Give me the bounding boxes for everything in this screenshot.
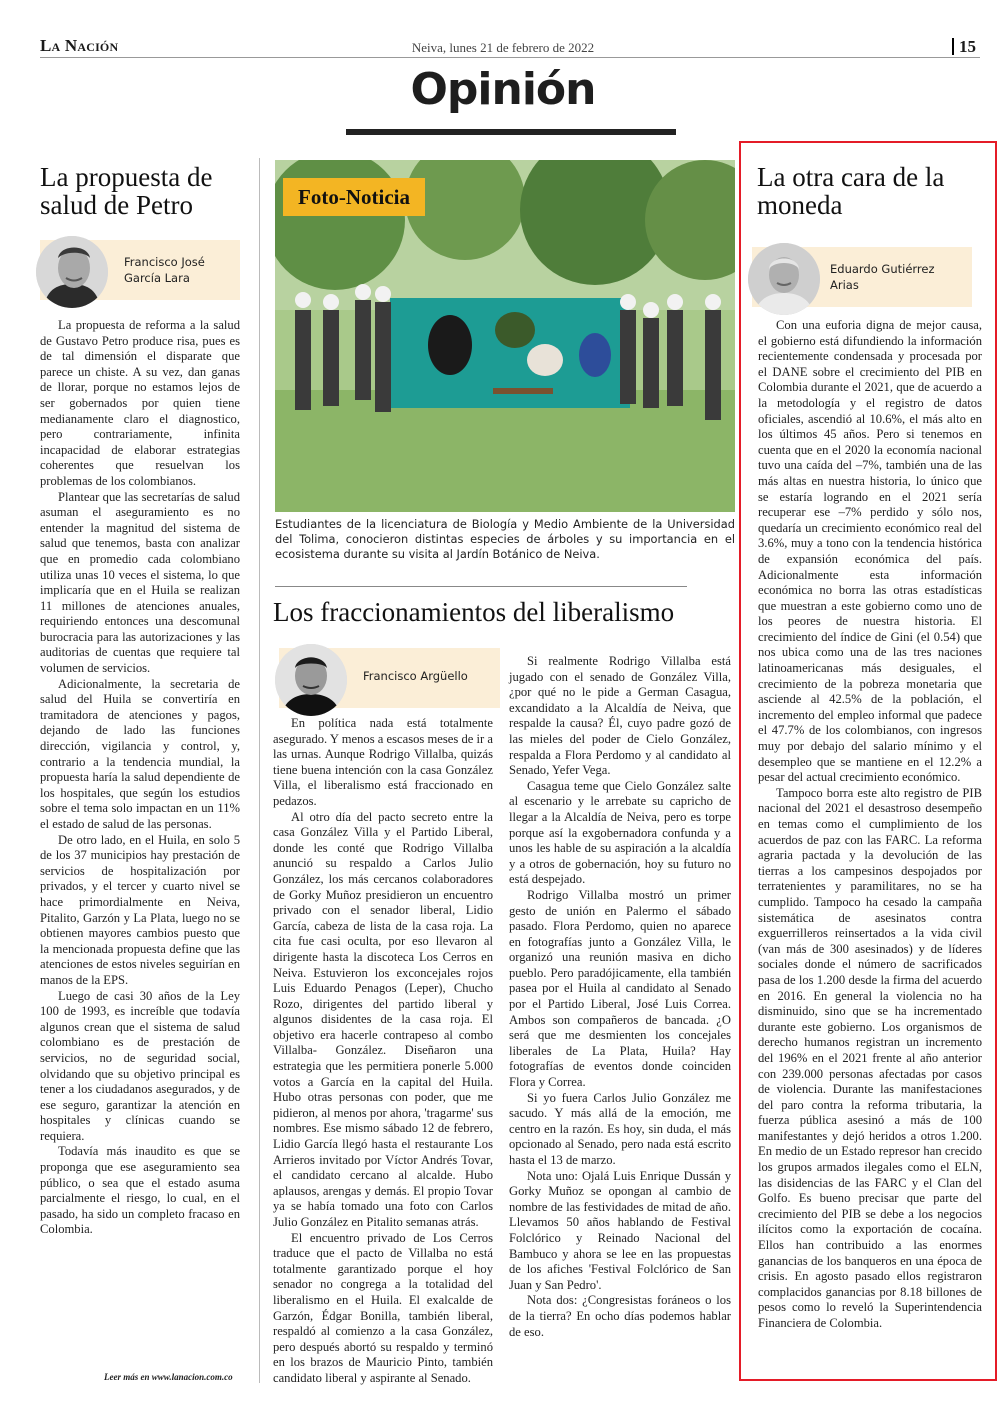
- paragraph: Plantear que las secretarías de salud asuman el aseguramiento es no entender la magnitud del sistema de salud que tenemos, basta con analizar que en promedio cada colombiano utiliza unas 10 veces el sistema, lo que implicaría que en el Huila se realizan 11 millones de atenciones anuales, requiriendo entonces una descomunal burocracia para las autorizaciones y las auditorias de cuentas que requiere tal volumen de servicios.: [40, 489, 240, 676]
- section-divider: [275, 586, 687, 587]
- photo-news-tag: Foto-Noticia: [283, 178, 425, 216]
- middle-article-author: Francisco Argüello: [363, 669, 468, 683]
- right-article-body: [758, 318, 982, 1332]
- right-article-author: Eduardo Gutiérrez Arias: [830, 262, 935, 292]
- author-avatar: [748, 243, 820, 315]
- right-article-byline: [752, 247, 972, 307]
- paragraph: De otro lado, en el Huila, en solo 5 de los 37 municipios hay prestación de servicios de hospitalización por privados, y el tercer y cuarto nivel se hace primordialmente en Neiva, Pitalito, Garzón y La Plata, luego no se obtienen mayores cambios puesto que la mencionada propuesta define que las atenciones de estos niveles seguirían en manos de la EPS.: [40, 832, 240, 987]
- masthead-rule: [40, 57, 980, 58]
- section-title: Opinión: [410, 64, 596, 115]
- paragraph: Luego de casi 30 años de la Ley 100 de 1993, es increíble que todavía algunos crean que el sistema de salud colombiano es de prestación de servicios, no de seguridad social, olvidando que su objetivo principal es tener a los ciudadanos asegurados, y de ese seguro, garantizar la atención en hospitales y clínicas cuando se requiera.: [40, 988, 240, 1143]
- middle-article-column-2: [509, 654, 731, 1340]
- middle-article-headline: Los fraccionamientos del liberalismo: [273, 597, 675, 627]
- paragraph: Nota uno: Ojalá Luis Enrique Dussán y Gorky Muñoz se opongan al cambio de nombre de las festividades de mitad de año. Llevamos 50 años hablando de Festival Folclórico y Reinado Nacional del Bambuco y ahora se lee en las propuestas de los afiches 'Festival Folclórico de San Juan y San Pedro'.: [509, 1168, 731, 1292]
- paragraph: En política nada está totalmente asegurado. Y menos a escasos meses de ir a las urnas. Aunque Rodrigo Villalba, quizás tiene buena intención con la casa González Villa, el liberalismo está fraccionado en pedazos.: [273, 716, 493, 808]
- left-article-author: Francisco José García Lara: [124, 255, 205, 285]
- author-avatar: [275, 644, 347, 716]
- left-article-headline: La propuesta de salud de Petro: [40, 162, 213, 220]
- paragraph: Nota dos: ¿Congresistas foráneos o los de la tierra? En ocho días podemos hablar de eso.: [509, 1293, 731, 1339]
- paragraph: La propuesta de reforma a la salud de Gustavo Petro produce risa, pues es de tal dimensión el disparate que parece un chiste. A su vez, dan ganas de llorar, porque no estamos lejos de ser gobernados por quien tiene medianamente claro el diagnostico, pero contrariamente, infinita incapacidad de elaborar estrategias coherentes que resuelvan los problemas de los colombianos.: [40, 318, 240, 488]
- paragraph: Tampoco borra este alto registro de PIB nacional del 2021 el desastroso desempeño en temas como el cumplimiento de los acuerdos de paz con las FARC. La reforma agraria pactada y la devolución de las tierras a los campesinos despojados por terratenientes y paramilitares, no se ha cumplido. Tampoco ha cesado la campaña sistemática de asesinatos contra exguerrilleros reinsertados a la vida civil (van más de 300 asesinados) y de líderes sociales donde el número de sacrificados pasa de los 1.200 desde la firma del acuerdo en 2016. En general la violencia no ha disminuido, sino que se ha incrementado durante este gobierno. Los organismos de derecho humanos registran un incremento del 196% en el 2021 frente al año anterior con 239.000 personas afectadas por casos de violencia. Durante las manifestaciones del paro contra la reforma tributaria, la fuerza pública asesinó a más de 100 manifestantes y dejó heridos a otros 1.200. En medio de un Estado represor han crecido los grupos armados ilegales como el ELN, las disidencias de las FARC y el Clan del Golfo. Es bueno precisar que parte del crecimiento del PIB se debe a los negocios ilícitos como la exportación de cocaína. Ellos han contribuido a las enormes ganancias de los banqueros en una época de crisis. En agosto pasado ellos registraron complacidos ganancias por 8.18 billones de pesos como lo reveló la Superintendencia Financiera de Colombia.: [758, 785, 982, 1330]
- newspaper-logo: La Nación: [40, 36, 119, 55]
- paragraph: Con una euforia digna de mejor causa, el gobierno está difundiendo la información recientemente condensada y procesada por el DANE sobre el crecimiento del PIB en Colombia durante el 2021, que de acuerdo a la metodología y el registro de datos oficiales, ascendió al 10.6%, el más alto en los últimos 45 años. Pero si tenemos en cuenta que en el 2020 la economía nacional tuvo una caída del –7%, también una de las más altas en nuestra historia, lo único que se estaría logrando en el 2021 sería recuperar ese –7% perdido y sólo nos, quedaría un crecimiento económico real del 3.6%, muy a tono con la tendencia histórica de expansión económica del país. Adicionalmente esta información económica no borra las otras estadísticas que muestran a este gobierno como uno de los peores de nuestra historia. El crecimiento del índice de Gini (el 0.54) que nos ubica como una de las tres naciones latinoamericanas más desiguales, el crecimiento de la pobreza monetaria que asciende al 42.5% de la población, el incremento del empleo informal que padece el 47.7% de los colombianos, con ingresos muy por debajo del salario mínimo y el desempleo que se mantiene en el 12.2% a pesar del actual crecimiento económico.: [758, 318, 982, 785]
- middle-article-byline: [279, 648, 500, 708]
- page-number: 15: [952, 38, 976, 55]
- paragraph: Si yo fuera Carlos Julio González me sacudo. Y más allá de la emoción, me centro en la razón. Es hoy, sin duda, el más opcionado al Senado, pero nada está escrito hasta el 13 de marzo.: [509, 1090, 731, 1167]
- paragraph: Casagua teme que Cielo González salte al escenario y le arrebate su capricho de llegar a la Alcaldía de Neiva, pero es torpe porque así la exgobernadora confunda y a unos les hable de su aspiración a la alcaldía y a otros de gobernación, hoy su futuro no está despejado.: [509, 778, 731, 887]
- middle-article-column-1: [273, 716, 493, 1387]
- author-avatar: [36, 236, 108, 308]
- paragraph: Si realmente Rodrigo Villalba está jugado con el senado de González Villa, ¿por qué no le pide a German Casagua, excandidato a la Alcaldía de Neiva, que respalde la causa? Él, cuyo padre gozó de las mieles del poder de Cielo González, respalda a Flora Perdomo y al candidato al Senado, Yefer Vega.: [509, 654, 731, 778]
- left-article-body: [40, 318, 240, 1238]
- left-article-byline: [40, 240, 240, 300]
- column-divider: [259, 158, 260, 1383]
- paragraph: Adicionalmente, la secretaria de salud del Huila se convertiría en tramitadora de atenciones y pagos, dejando de lado las funciones dirección, vigilancia y control, y, contrario a la tendencia mundial, la propuesta haría la salud dependiente de los hospitales, que según los estudios sobre el tema solo impactan en un 11% el estado de salud de las personas.: [40, 676, 240, 831]
- section-underline: [346, 129, 676, 135]
- photo-caption: Estudiantes de la licenciatura de Biología y Medio Ambiente de la Universidad del Tolima, conocieron distintas especies de árboles y su importancia en el ecosistema durante su visita al Jardín Botánico de Neiva.: [275, 517, 735, 561]
- paragraph: Todavía más inaudito es que se proponga que ese aseguramiento sea público, o sea que el estado asuma parcialmente el riesgo, lo cual, en el pasado, ha sido un completo fracaso en Colombia.: [40, 1144, 240, 1237]
- paragraph: Rodrigo Villalba mostró un primer gesto de unión en Palermo el sábado pasado. Flora Perdomo, quien no aparece en fotografías junto a González Villa, le organizó una reunión masiva en dicho pueblo. Pero paradójicamente, ella también pasea por el Huila al candidato al Senado por el Partido Liberal, José Luis Correa. Ambos son compañeros de bancada. ¿O será que me desmienten los concejales liberales de La Plata, Huila? Hay fotografías de eventos donde coinciden Flora y Correa.: [509, 887, 731, 1090]
- paragraph: El encuentro privado de Los Cerros traduce que el pacto de Villalba no está totalmente garantizado porque el hoy senador no congrega a la totalidad del liberalismo en el Huila. El exalcalde de Garzón, Édgar Bonilla, también liberal, respaldó al comienzo a la casa González, pero después abortó su respaldo y terminó en los brazos de Mauricio Pinto, también candidato liberal y aspirante al Senado.: [273, 1230, 493, 1385]
- paragraph: Al otro día del pacto secreto entre la casa González Villa y el Partido Liberal, donde les conté que Rodrigo Villalba anunció su respaldo a Carlos Julio González, los más cercanos colaboradores de Gorky Muñoz presidieron un encuentro privado con el senador liberal, Lidio García, cabeza de lista de la casa roja. La cita fue casi oculta, por eso llevaron al dirigente hasta la discoteca Los Cerros en Neiva. Estuvieron los exconcejales rojos Luis Eduardo Penagos (Leper), Chucho Rozo, dirigentes del partido liberal y algunos disidentes de la casa roja. El objetivo era hacerle contrapeso al combo Villalba- González. Diseñaron una estrategia que les permitiera ponerle 5.000 votos a García en la capital del Huila. Hubo otras personas con poder, que me pidieron, al menos por ahora, 'tragarme' sus nombres. Ese mismo sábado 12 de febrero, Lidio García llegó hasta el restaurante Los Arrieros invitado por Víctor Andrés Tovar, el candidato cercano al alcalde. Hubo aplausos, arengas y demás. El propio Tovar ya se había tomado una foto con Carlos Julio González en Pitalito semanas atrás.: [273, 809, 493, 1229]
- dateline: Neiva, lunes 21 de febrero de 2022: [411, 40, 595, 55]
- news-photo: [275, 160, 735, 512]
- read-more-link[interactable]: Leer más en www.lanacion.com.co: [104, 1372, 233, 1382]
- right-article-headline: La otra cara de la moneda: [757, 162, 945, 220]
